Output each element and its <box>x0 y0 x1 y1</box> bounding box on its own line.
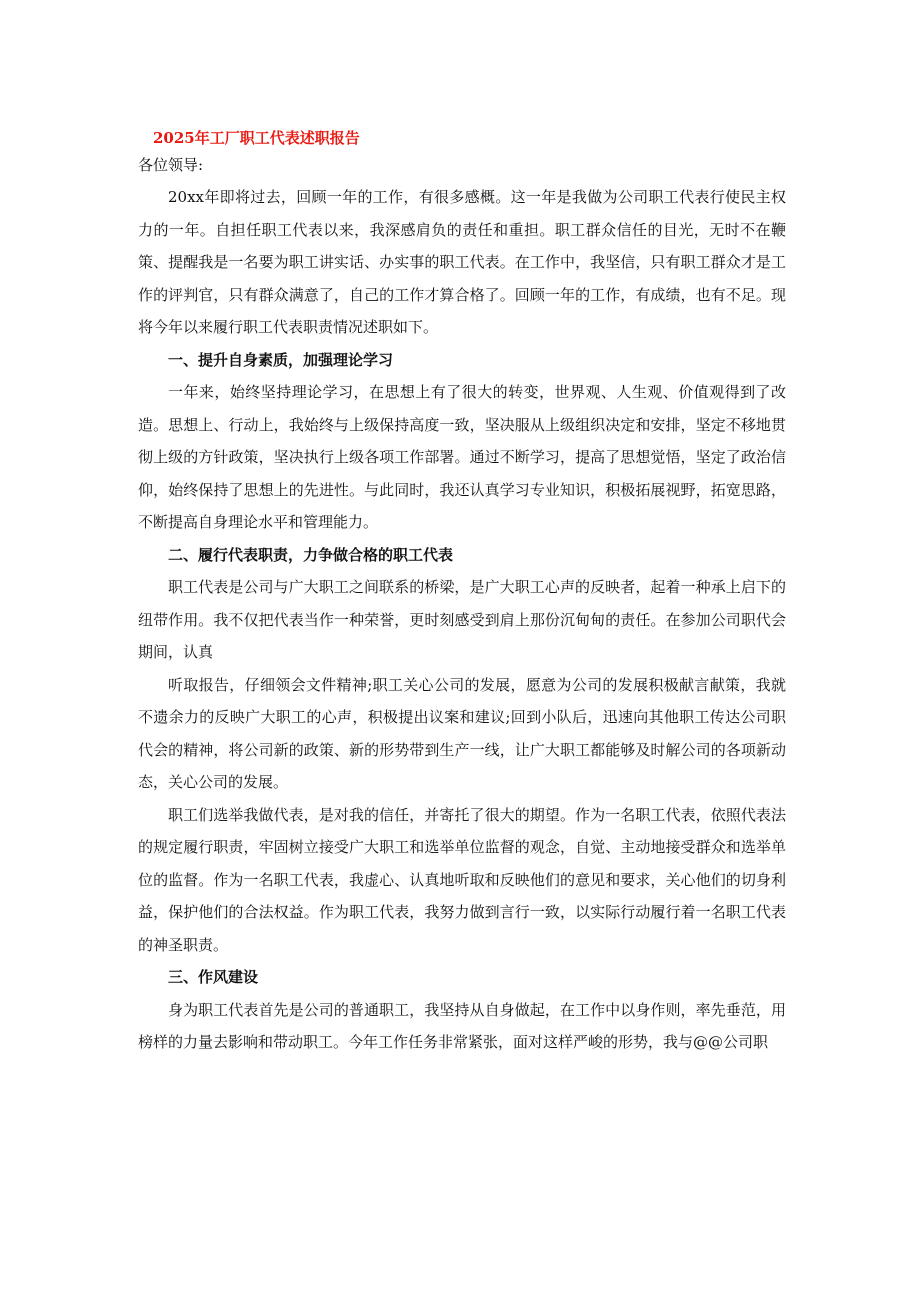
section-heading-3: 三、作风建设 <box>168 968 259 986</box>
greeting: 各位领导: <box>138 156 204 174</box>
paragraph-section-2b: 听取报告，仔细领会文件精神;职工关心公司的发展，愿意为公司的发展积极献言献策，我就不遗余力的反映广大职工的心声，积极提出议案和建议;回到小队后，迅速向其他职工传达公司职代会的精神，将公司新的政策、新的形势带到生产一线，让广大职工都能够及时解公司的各项新动态，关心公司的发展。 <box>138 675 786 791</box>
section-heading-2: 二、履行代表职责，力争做合格的职工代表 <box>168 545 454 564</box>
paragraph-intro: 20xx年即将过去，回顾一年的工作，有很多感概。这一年是我做为公司职工代表行使民主权力的一年。自担任职工代表以来，我深感肩负的责任和重担。职工群众信任的目光，无时不在鞭策、提醒我是一名要为职工讲实话、办实事的职工代表。在工作中，我坚信，只有职工群众才是工作的评判官，只有群众满意了，自己的工作才算合格了。回顾一年的工作，有成绩，也有不足。现将今年以来履行职工代表职责情况述职如下。 <box>138 188 786 336</box>
document-body <box>138 126 786 1059</box>
document-title: 2025年工厂职工代表述职报告 <box>153 129 360 147</box>
paragraph-section-2c: 职工们选举我做代表，是对我的信任，并寄托了很大的期望。作为一名职工代表，依照代表法的规定履行职责，牢固树立接受广大职工和选举单位监督的观念，自觉、主动地接受群众和选举单位的监督。作为一名职工代表，我虚心、认真地听取和反映他们的意见和要求，关心他们的切身利益，保护他们的合法权益。作为职工代表，我努力做到言行一致，以实际行动履行着一名职工代表的神圣职责。 <box>138 805 786 954</box>
paragraph-section-3: 身为职工代表首先是公司的普通职工，我坚持从自身做起，在工作中以身作则，率先垂范，用榜样的力量去影响和带动职工。今年工作任务非常紧张，面对这样严峻的形势，我与@@公司职 <box>138 1000 786 1051</box>
section-heading-1: 一、提升自身素质，加强理论学习 <box>168 350 394 369</box>
paragraph-section-2a: 职工代表是公司与广大职工之间联系的桥梁，是广大职工心声的反映者，起着一种承上启下的纽带作用。我不仅把代表当作一种荣誉，更时刻感受到肩上那份沉甸甸的责任。在参加公司职代会期间，认真 <box>138 578 786 661</box>
paragraph-section-1: 一年来，始终坚持理论学习，在思想上有了很大的转变，世界观、人生观、价值观得到了改造。思想上、行动上，我始终与上级保持高度一致，坚决服从上级组织决定和安排，坚定不移地贯彻上级的方针政策，坚决执行上级各项工作部署。通过不断学习，提高了思想觉悟，坚定了政治信仰，始终保持了思想上的先进性。与此同时，我还认真学习专业知识，积极拓展视野，拓宽思路，不断提高自身理论水平和管理能力。 <box>138 383 786 531</box>
